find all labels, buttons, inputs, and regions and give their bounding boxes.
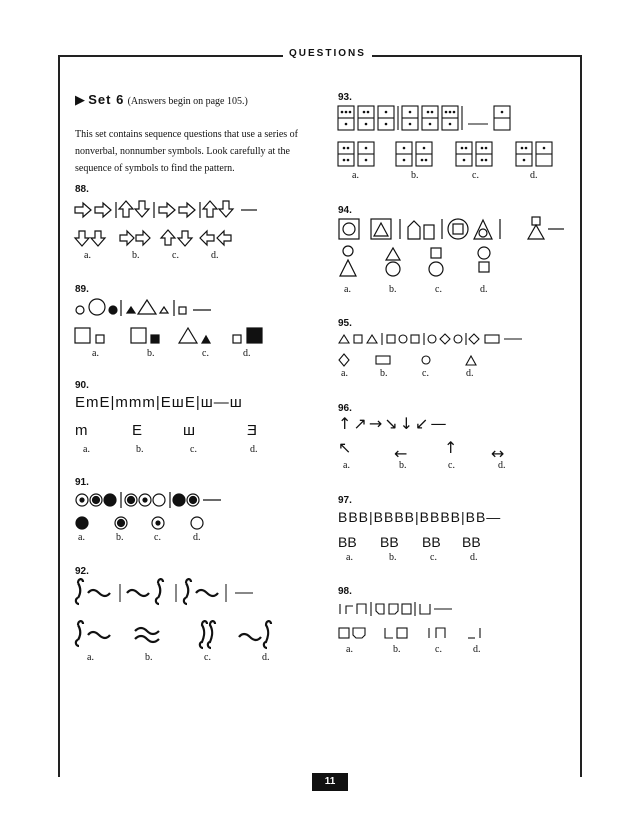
question-95-choices xyxy=(338,353,488,367)
question-92-option-a[interactable]: a. xyxy=(87,652,94,663)
question-97-choice-a: BB xyxy=(338,534,357,550)
question-96-choice-c: ↑ xyxy=(444,438,458,457)
question-92-option-c[interactable]: c. xyxy=(204,652,211,663)
question-89-sequence xyxy=(75,298,225,318)
set-name: Set 6 xyxy=(88,92,125,107)
question-95-sequence xyxy=(338,331,538,347)
question-88-option-c[interactable]: c. xyxy=(172,250,179,261)
question-91-choices xyxy=(75,516,215,530)
question-97-number: 97. xyxy=(338,495,352,506)
question-93-sequence xyxy=(338,106,528,132)
question-91-number: 91. xyxy=(75,477,89,488)
question-96-choice-b: ← xyxy=(394,444,408,463)
question-97-choice-c: BB xyxy=(422,534,441,550)
question-95-option-c[interactable]: c. xyxy=(422,368,429,379)
question-98-option-c[interactable]: c. xyxy=(435,644,442,655)
question-93-option-c[interactable]: c. xyxy=(472,170,479,181)
question-91-option-a[interactable]: a. xyxy=(78,532,85,543)
question-94-option-c[interactable]: c. xyxy=(435,284,442,295)
question-90-option-b[interactable]: b. xyxy=(136,444,144,455)
question-96-option-b[interactable]: b. xyxy=(399,460,407,471)
question-89-option-a[interactable]: a. xyxy=(92,348,99,359)
question-90-choice-a: m xyxy=(75,422,88,439)
question-98-option-a[interactable]: a. xyxy=(346,644,353,655)
question-90-choice-d: Ǝ xyxy=(247,422,258,439)
question-97-choice-b: BB xyxy=(380,534,399,550)
question-97-option-a[interactable]: a. xyxy=(346,552,353,563)
question-96-option-c[interactable]: c. xyxy=(448,460,455,471)
question-89-choices xyxy=(75,326,275,346)
question-98-option-d[interactable]: d. xyxy=(473,644,481,655)
question-96-option-a[interactable]: a. xyxy=(343,460,350,471)
question-92-number: 92. xyxy=(75,566,89,577)
question-94-sequence xyxy=(338,215,568,243)
question-98-option-b[interactable]: b. xyxy=(393,644,401,655)
question-97-option-b[interactable]: b. xyxy=(389,552,397,563)
question-96-choice-a: ↖ xyxy=(338,438,352,457)
question-93-option-a[interactable]: a. xyxy=(352,170,359,181)
question-89-number: 89. xyxy=(75,284,89,295)
question-95-option-a[interactable]: a. xyxy=(341,368,348,379)
question-96-option-d[interactable]: d. xyxy=(498,460,506,471)
question-88-choices xyxy=(75,230,240,248)
question-90-sequence: EmE|mmm|EшE|ш—ш xyxy=(75,394,243,411)
question-90-choice-b: E xyxy=(132,422,143,439)
question-98-choices xyxy=(338,626,498,640)
question-93-option-b[interactable]: b. xyxy=(411,170,419,181)
question-91-option-b[interactable]: b. xyxy=(116,532,124,543)
question-93-option-d[interactable]: d. xyxy=(530,170,538,181)
question-94-option-a[interactable]: a. xyxy=(344,284,351,295)
question-96-choice-d: ↔ xyxy=(491,444,505,463)
question-95-option-d[interactable]: d. xyxy=(466,368,474,379)
question-89-option-d[interactable]: d. xyxy=(243,348,251,359)
question-96-number: 96. xyxy=(338,403,352,414)
question-91-sequence xyxy=(75,492,225,508)
question-92-option-b[interactable]: b. xyxy=(145,652,153,663)
question-97-choice-d: BB xyxy=(462,534,481,550)
question-93-number: 93. xyxy=(338,92,352,103)
question-97-sequence: BBB|BBBB|BBBB|BB— xyxy=(338,509,502,525)
question-94-option-b[interactable]: b. xyxy=(389,284,397,295)
play-arrow-icon: ▶ xyxy=(75,92,85,107)
page-number: 11 xyxy=(312,773,348,791)
question-96-sequence: ↑↗→↘↓↙— xyxy=(338,414,449,433)
question-94-option-d[interactable]: d. xyxy=(480,284,488,295)
question-90-option-d[interactable]: d. xyxy=(250,444,258,455)
question-94-number: 94. xyxy=(338,205,352,216)
question-88-option-b[interactable]: b. xyxy=(132,250,140,261)
question-90-choice-c: ш xyxy=(183,422,196,439)
question-90-option-c[interactable]: c. xyxy=(190,444,197,455)
question-92-sequence xyxy=(75,578,275,608)
question-88-number: 88. xyxy=(75,184,89,195)
question-94-choices xyxy=(338,246,513,278)
question-91-option-c[interactable]: c. xyxy=(154,532,161,543)
question-88-sequence xyxy=(75,200,265,220)
set-intro: This set contains sequence questions that use a series of nonverbal, nonnumber symbols. Look carefully at the sequence of symbols to find the pattern. xyxy=(75,129,298,174)
question-88-option-d[interactable]: d. xyxy=(211,250,219,261)
question-90-number: 90. xyxy=(75,380,89,391)
question-98-number: 98. xyxy=(338,586,352,597)
question-98-sequence xyxy=(338,602,488,616)
question-93-choices xyxy=(338,142,568,168)
section-header: QUESTIONS xyxy=(283,48,372,59)
question-95-number: 95. xyxy=(338,318,352,329)
question-90-option-a[interactable]: a. xyxy=(83,444,90,455)
set-title xyxy=(75,92,248,108)
question-92-choices xyxy=(75,620,285,650)
question-89-option-c[interactable]: c. xyxy=(202,348,209,359)
question-95-option-b[interactable]: b. xyxy=(380,368,388,379)
question-97-option-d[interactable]: d. xyxy=(470,552,478,563)
question-89-option-b[interactable]: b. xyxy=(147,348,155,359)
question-92-option-d[interactable]: d. xyxy=(262,652,270,663)
answers-note: (Answers begin on page 105.) xyxy=(127,96,248,107)
question-97-option-c[interactable]: c. xyxy=(430,552,437,563)
question-88-option-a[interactable]: a. xyxy=(84,250,91,261)
question-91-option-d[interactable]: d. xyxy=(193,532,201,543)
